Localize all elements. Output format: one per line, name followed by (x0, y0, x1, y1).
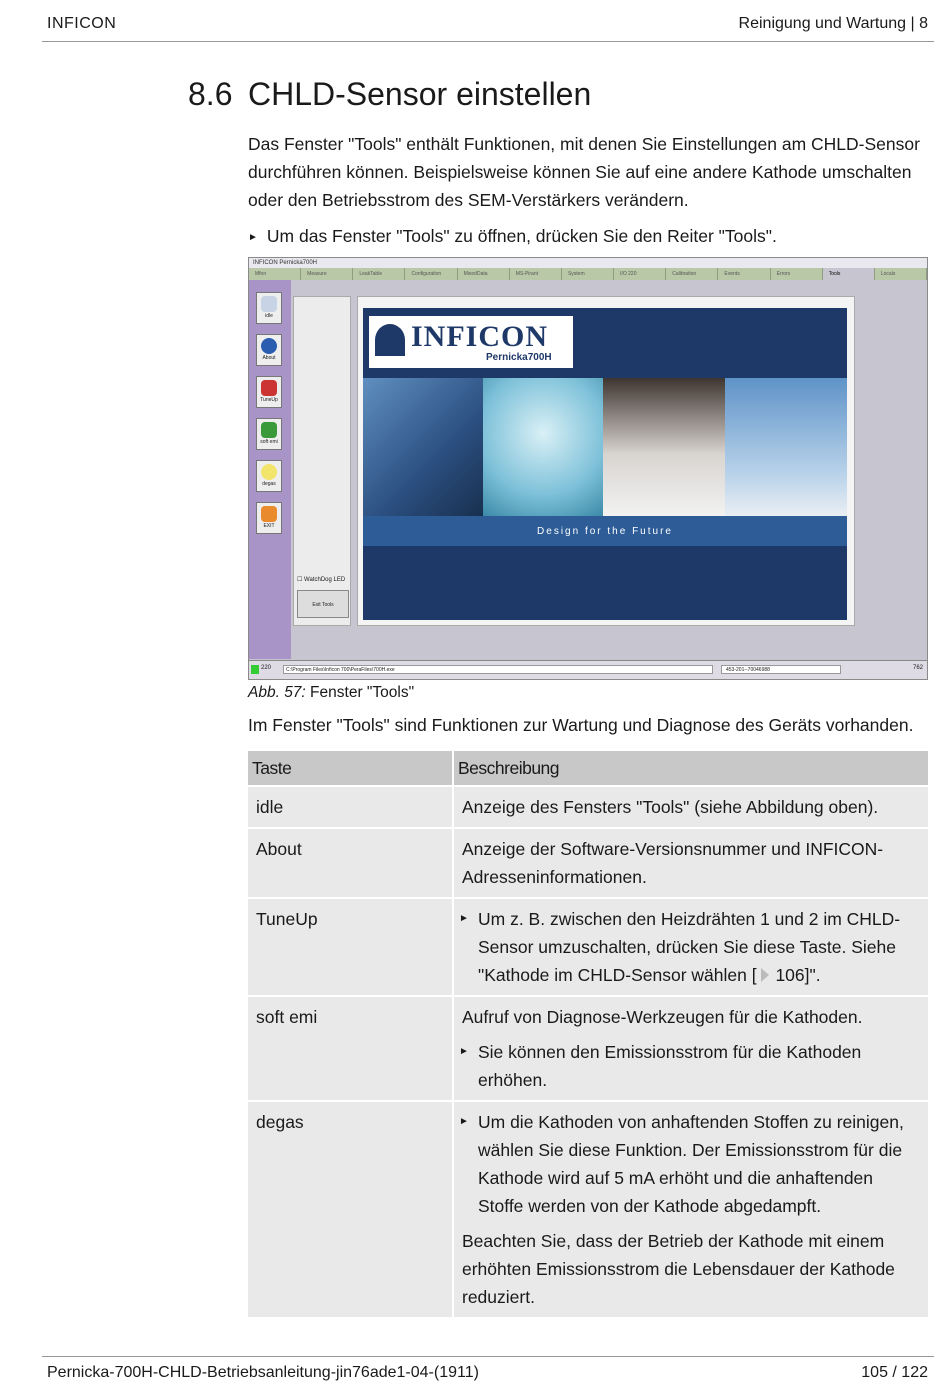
section-title: CHLD-Sensor einstellen (248, 76, 592, 112)
footer-page-number: 105 / 122 (861, 1364, 928, 1381)
col-header-key: Taste (248, 751, 453, 786)
rocket-photo (725, 378, 847, 516)
degas-button[interactable] (256, 460, 282, 492)
row-note: Beachten Sie, dass der Betrieb der Kathode mit einem erhöhten Emissionsstrom die Lebensdauer der Kathode reduziert. (462, 1231, 895, 1307)
row-desc (453, 996, 928, 1101)
exit-tools-button[interactable]: Exit Tools (297, 590, 349, 618)
idle-label: idle (265, 313, 273, 319)
table-header-row (248, 751, 928, 786)
tab-events[interactable]: Events (718, 268, 770, 280)
inficon-logo (369, 316, 573, 368)
tuneup-label: TuneUp (260, 397, 278, 403)
tab-leaktable[interactable]: LeakTable (353, 268, 405, 280)
window-titlebar: INFICON Pernicka700H (249, 258, 927, 268)
splash-image (363, 308, 847, 620)
tab-mixeddata[interactable]: MixedData (458, 268, 510, 280)
table-row (248, 828, 928, 898)
tools-window-screenshot (248, 257, 928, 680)
step-arrow-icon: ► (459, 1116, 469, 1127)
table-row (248, 898, 928, 996)
row-key: TuneUp (248, 898, 453, 996)
row-step (459, 905, 920, 989)
tool-sidebar (249, 280, 291, 659)
step-text-end: 106]". (770, 965, 821, 985)
tab-tools[interactable]: Tools (823, 268, 875, 280)
step-arrow-icon: ► (459, 913, 469, 924)
row-key: idle (248, 786, 453, 828)
header-divider (42, 41, 934, 42)
status-serial: 453-201--70046988 (721, 665, 841, 674)
cross-reference-icon[interactable] (761, 968, 769, 982)
tools-icon (261, 380, 277, 396)
header-brand: INFICON (47, 15, 117, 32)
tab-io[interactable]: I/O 220 (614, 268, 666, 280)
row-desc: Anzeige der Software-Versionsnummer und INFICON-Adresseninformationen. (453, 828, 928, 898)
degas-label: degas (262, 481, 276, 487)
soft-emi-label: soft emi (260, 439, 278, 445)
tuneup-button[interactable] (256, 376, 282, 408)
status-led-icon (251, 665, 259, 674)
exit-button[interactable] (256, 502, 282, 534)
row-key: About (248, 828, 453, 898)
row-desc: Anzeige des Fensters "Tools" (siehe Abbildung oben). (453, 786, 928, 828)
step-arrow-icon: ► (459, 1046, 469, 1057)
watchdog-checkbox[interactable]: ☐ WatchDog LED (297, 577, 346, 583)
exit-label: EXIT (263, 523, 275, 529)
logo-mark-icon (375, 324, 405, 356)
step-text: Um z. B. zwischen den Heizdrähten 1 und 2 im CHLD-Sensor umzuschalten, drücken Sie diese Taste. Siehe "Kathode im CHLD-Sensor wählen [ (478, 909, 901, 985)
exit-icon (261, 506, 277, 522)
tab-calibration[interactable]: Calibration (666, 268, 718, 280)
footer-document-id: Pernicka-700H-CHLD-Betriebsanleitung-jin76ade1-04-(1911) (47, 1364, 479, 1381)
chip-photo (363, 378, 483, 516)
brush-icon (261, 296, 277, 312)
step-arrow-icon: ► (248, 232, 258, 243)
idle-button[interactable] (256, 292, 282, 324)
help-icon (261, 338, 277, 354)
step-text: Um die Kathoden von anhaftenden Stoffen zu reinigen, wählen Sie diese Funktion. Der Emissionsstrom für die Kathode wird auf 5 mA erhöht und die anhaftenden Stoffe werden von der Kathode abgedampft. (478, 1112, 904, 1216)
status-number: 762 (912, 665, 923, 671)
refresh-icon (261, 422, 277, 438)
about-label: About (262, 355, 276, 361)
row-step (459, 1038, 920, 1094)
tab-configuration[interactable]: Configuration (405, 268, 457, 280)
col-header-desc: Beschreibung (453, 751, 928, 786)
tab-ms-pirant[interactable]: MS-Pirant (510, 268, 562, 280)
tab-errors[interactable]: Errors (771, 268, 823, 280)
step-text: Um das Fenster "Tools" zu öffnen, drücken Sie den Reiter "Tools". (266, 226, 777, 246)
table-row (248, 996, 928, 1101)
header-chapter: Reinigung und Wartung | 8 (738, 15, 928, 32)
function-table (248, 751, 928, 1317)
status-value: 220 (261, 665, 272, 671)
row-step (459, 1108, 920, 1220)
row-desc (453, 898, 928, 996)
status-path: C:\Program Files\Inficon 700\PeraFiles\700H.exe (283, 665, 713, 674)
row-key: soft emi (248, 996, 453, 1101)
instruction-step (248, 222, 777, 252)
caption-label: Abb. 57: (248, 684, 306, 701)
row-desc (453, 1101, 928, 1317)
drops-photo (483, 378, 603, 516)
soft-emi-button[interactable] (256, 418, 282, 450)
table-row (248, 1101, 928, 1317)
scientist-photo (603, 378, 725, 516)
watchdog-label: WatchDog LED (304, 577, 346, 583)
row-desc-text: Aufruf von Diagnose-Werkzeugen für die Kathoden. (462, 1007, 863, 1027)
caption-text: Fenster "Tools" (305, 684, 415, 701)
about-button[interactable] (256, 334, 282, 366)
tools-description: Im Fenster "Tools" sind Funktionen zur Wartung und Diagnose des Geräts vorhanden. (248, 715, 914, 735)
figure-caption (248, 684, 414, 702)
section-number: 8.6 (188, 76, 233, 112)
tab-measure[interactable]: Measure (301, 268, 353, 280)
footer-divider (42, 1356, 934, 1357)
row-key: degas (248, 1101, 453, 1317)
window-tabs (249, 268, 927, 280)
step-text: Sie können den Emissionsstrom für die Kathoden erhöhen. (478, 1042, 862, 1090)
splash-slogan: Design for the Future (363, 516, 847, 546)
logo-model: Pernicka700H (486, 352, 552, 363)
intro-paragraph: Das Fenster "Tools" enthält Funktionen, mit denen Sie Einstellungen am CHLD-Sensor durchführen können. Beispielsweise können Sie auf eine andere Kathode umschalten oder den Betriebsstrom des SEM-Verstärkers verändern. (248, 134, 920, 210)
table-row (248, 786, 928, 828)
tab-system[interactable]: System (562, 268, 614, 280)
logo-brand: INFICON (411, 320, 549, 353)
bulb-icon (261, 464, 277, 480)
tab-mfon[interactable]: Mfon (249, 268, 301, 280)
tab-locals[interactable]: Locals (875, 268, 927, 280)
status-bar (249, 660, 927, 679)
